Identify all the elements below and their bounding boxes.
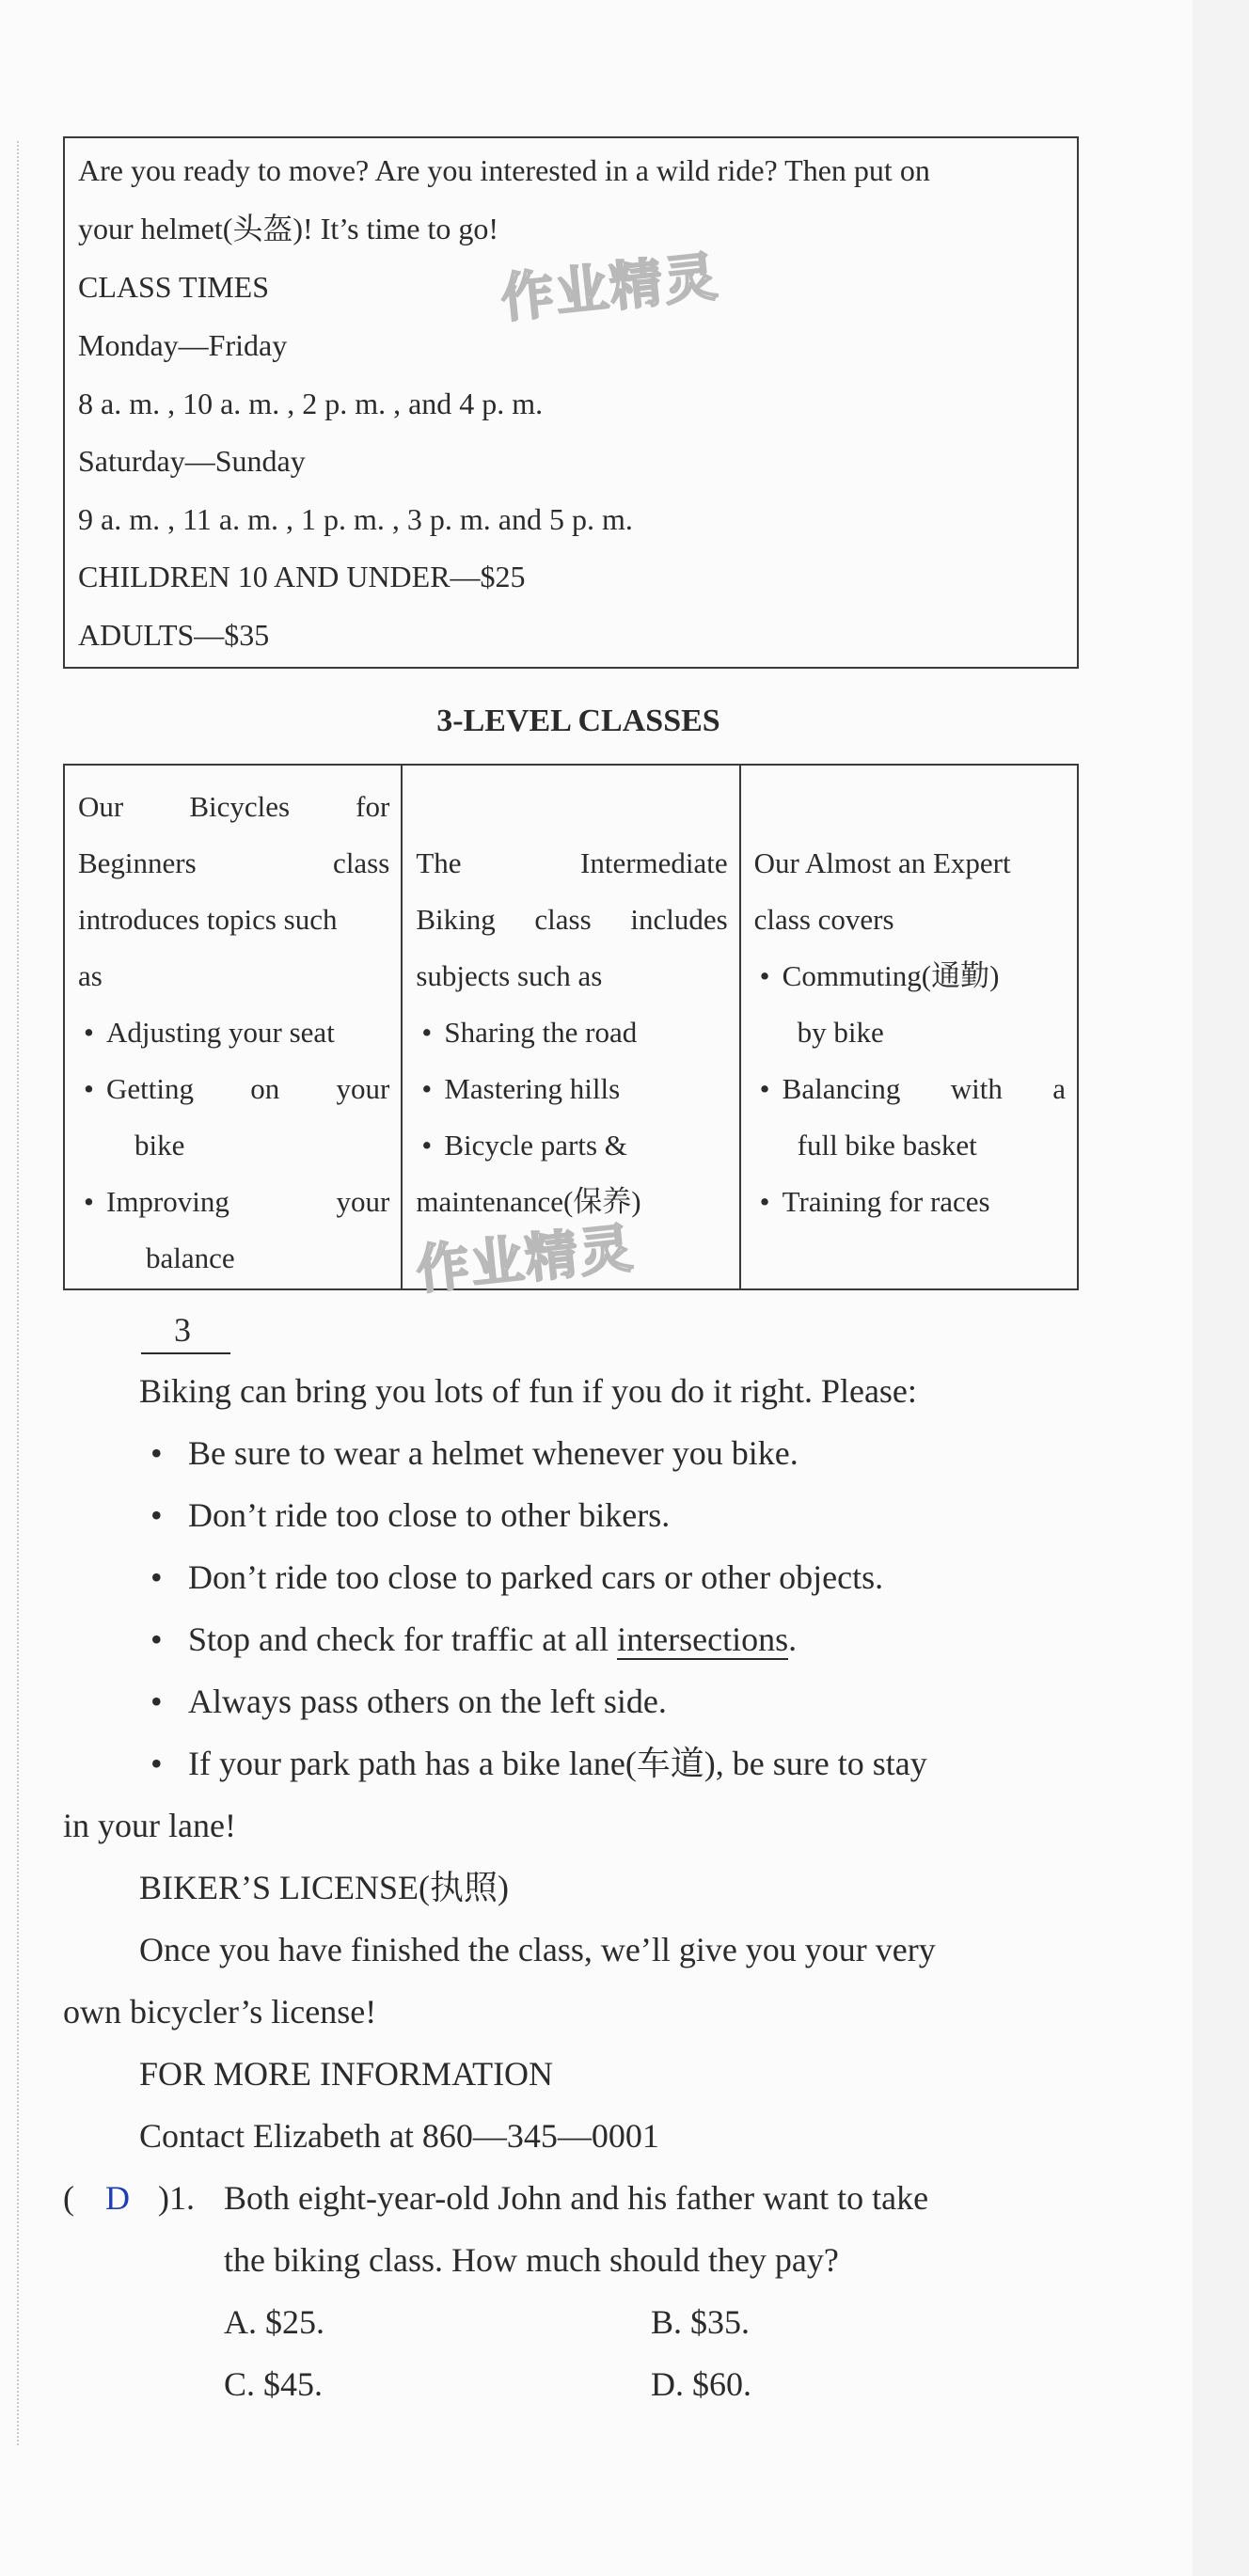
license-title: BIKER’S LICENSE(执照) [139, 1869, 509, 1906]
rule-item: Don’t ride too close to parked cars or other objects. [188, 1558, 884, 1596]
ad-line: 8 a. m. , 10 a. m. , 2 p. m. , and 4 p. m. [78, 387, 544, 420]
ad-line: 9 a. m. , 11 a. m. , 1 p. m. , 3 p. m. and 5 p. m. [78, 502, 633, 536]
ad-line: Are you ready to move? Are you interested in a wild ride? Then put on [78, 153, 930, 187]
rule-period: . [788, 1620, 798, 1658]
list-item-cont: full bike basket [797, 1129, 977, 1162]
answer-mark: D [105, 2179, 130, 2217]
option-d: D. $60. [651, 2365, 751, 2403]
option-a: A. $25. [224, 2303, 324, 2341]
cell-text: subjects such as [416, 959, 603, 992]
bullet: • [150, 1558, 163, 1596]
blank-number: 3 [174, 1311, 191, 1349]
rule-item: If your park path has a bike lane(车道), be sure to stay [188, 1745, 927, 1782]
list-item: • Improving your [78, 1174, 389, 1230]
levels-heading: 3-LEVEL CLASSES [436, 703, 720, 738]
ad-line: Saturday—Sunday [78, 444, 306, 478]
levels-table [63, 764, 1079, 1290]
list-item: • Sharing the road [416, 1004, 727, 1061]
beginner-class-cell [64, 765, 402, 1289]
expert-class-cell [740, 765, 1078, 1289]
watermark-logo: 作业精灵 [498, 246, 722, 330]
rule-item-cont: in your lane! [63, 1807, 236, 1844]
cell-text: class covers [753, 903, 894, 936]
info-text: Contact Elizabeth at 860—345—0001 [139, 2117, 659, 2155]
bullet: • [150, 1620, 163, 1658]
rule-item: Always pass others on the left side. [188, 1683, 667, 1720]
ad-line: Monday—Friday [78, 328, 288, 362]
list-item: • Bicycle parts & [416, 1117, 727, 1174]
list-item: • Commuting(通勤) [754, 948, 1066, 1004]
page-edge-shadow [1193, 0, 1249, 2576]
bullet: • [150, 1683, 163, 1720]
cell-text: as [78, 959, 103, 992]
list-item-cont: maintenance(保养) [416, 1185, 641, 1218]
bullet: • [150, 1745, 163, 1782]
rule-item: Don’t ride too close to other bikers. [188, 1496, 671, 1534]
tips-lead: Biking can bring you lots of fun if you do it right. Please: [139, 1372, 917, 1410]
list-item: • Balancing with a [754, 1061, 1066, 1117]
cell-text: Our Almost an Expert [753, 846, 1011, 879]
question-text: Both eight-year-old John and his father want to take [224, 2179, 929, 2217]
intermediate-class-cell [402, 765, 739, 1289]
option-c: C. $45. [224, 2365, 324, 2403]
list-item: • Training for races [754, 1174, 1066, 1230]
list-item-cont: bike [134, 1129, 185, 1162]
list-item-cont: balance [146, 1241, 235, 1274]
ad-line: ADULTS—$35 [78, 618, 270, 652]
ad-line: CLASS TIMES [78, 270, 270, 304]
class-ad-box [63, 136, 1079, 669]
license-text: own bicycler’s license! [63, 1993, 377, 2031]
question-paren-open: ( [63, 2179, 74, 2217]
list-item: • Getting on your [78, 1061, 389, 1117]
cell-text: The Intermediate [416, 846, 728, 879]
rule-text: Stop and check for traffic at all [188, 1620, 609, 1658]
watermark-logo: 作业精灵 [413, 1218, 638, 1302]
bullet: • [150, 1496, 163, 1534]
underlined-word: intersections [617, 1620, 789, 1658]
license-text: Once you have finished the class, we’ll give you your very [139, 1931, 936, 1968]
answer-blank [141, 1352, 230, 1354]
ad-line: CHILDREN 10 AND UNDER—$25 [78, 560, 526, 593]
list-item-cont: by bike [797, 1016, 884, 1049]
ad-line: your helmet(头盔)! It’s time to go! [78, 212, 499, 245]
binding-margin [17, 141, 19, 2445]
info-title: FOR MORE INFORMATION [139, 2055, 554, 2093]
question-number: )1. [158, 2179, 195, 2217]
rule-item [188, 1619, 797, 1660]
cell-text: Our Bicycles for [78, 790, 390, 823]
list-item: • Adjusting your seat [78, 1004, 389, 1061]
rule-item: Be sure to wear a helmet whenever you bike. [188, 1434, 798, 1472]
cell-text: introduces topics such [78, 903, 338, 936]
cell-text: Beginners class [78, 846, 390, 879]
list-item: • Mastering hills [416, 1061, 727, 1117]
cell-text: Biking class includes [416, 903, 728, 936]
question-text: the biking class. How much should they pay? [224, 2241, 839, 2279]
option-b: B. $35. [651, 2303, 751, 2341]
bullet: • [150, 1434, 163, 1472]
